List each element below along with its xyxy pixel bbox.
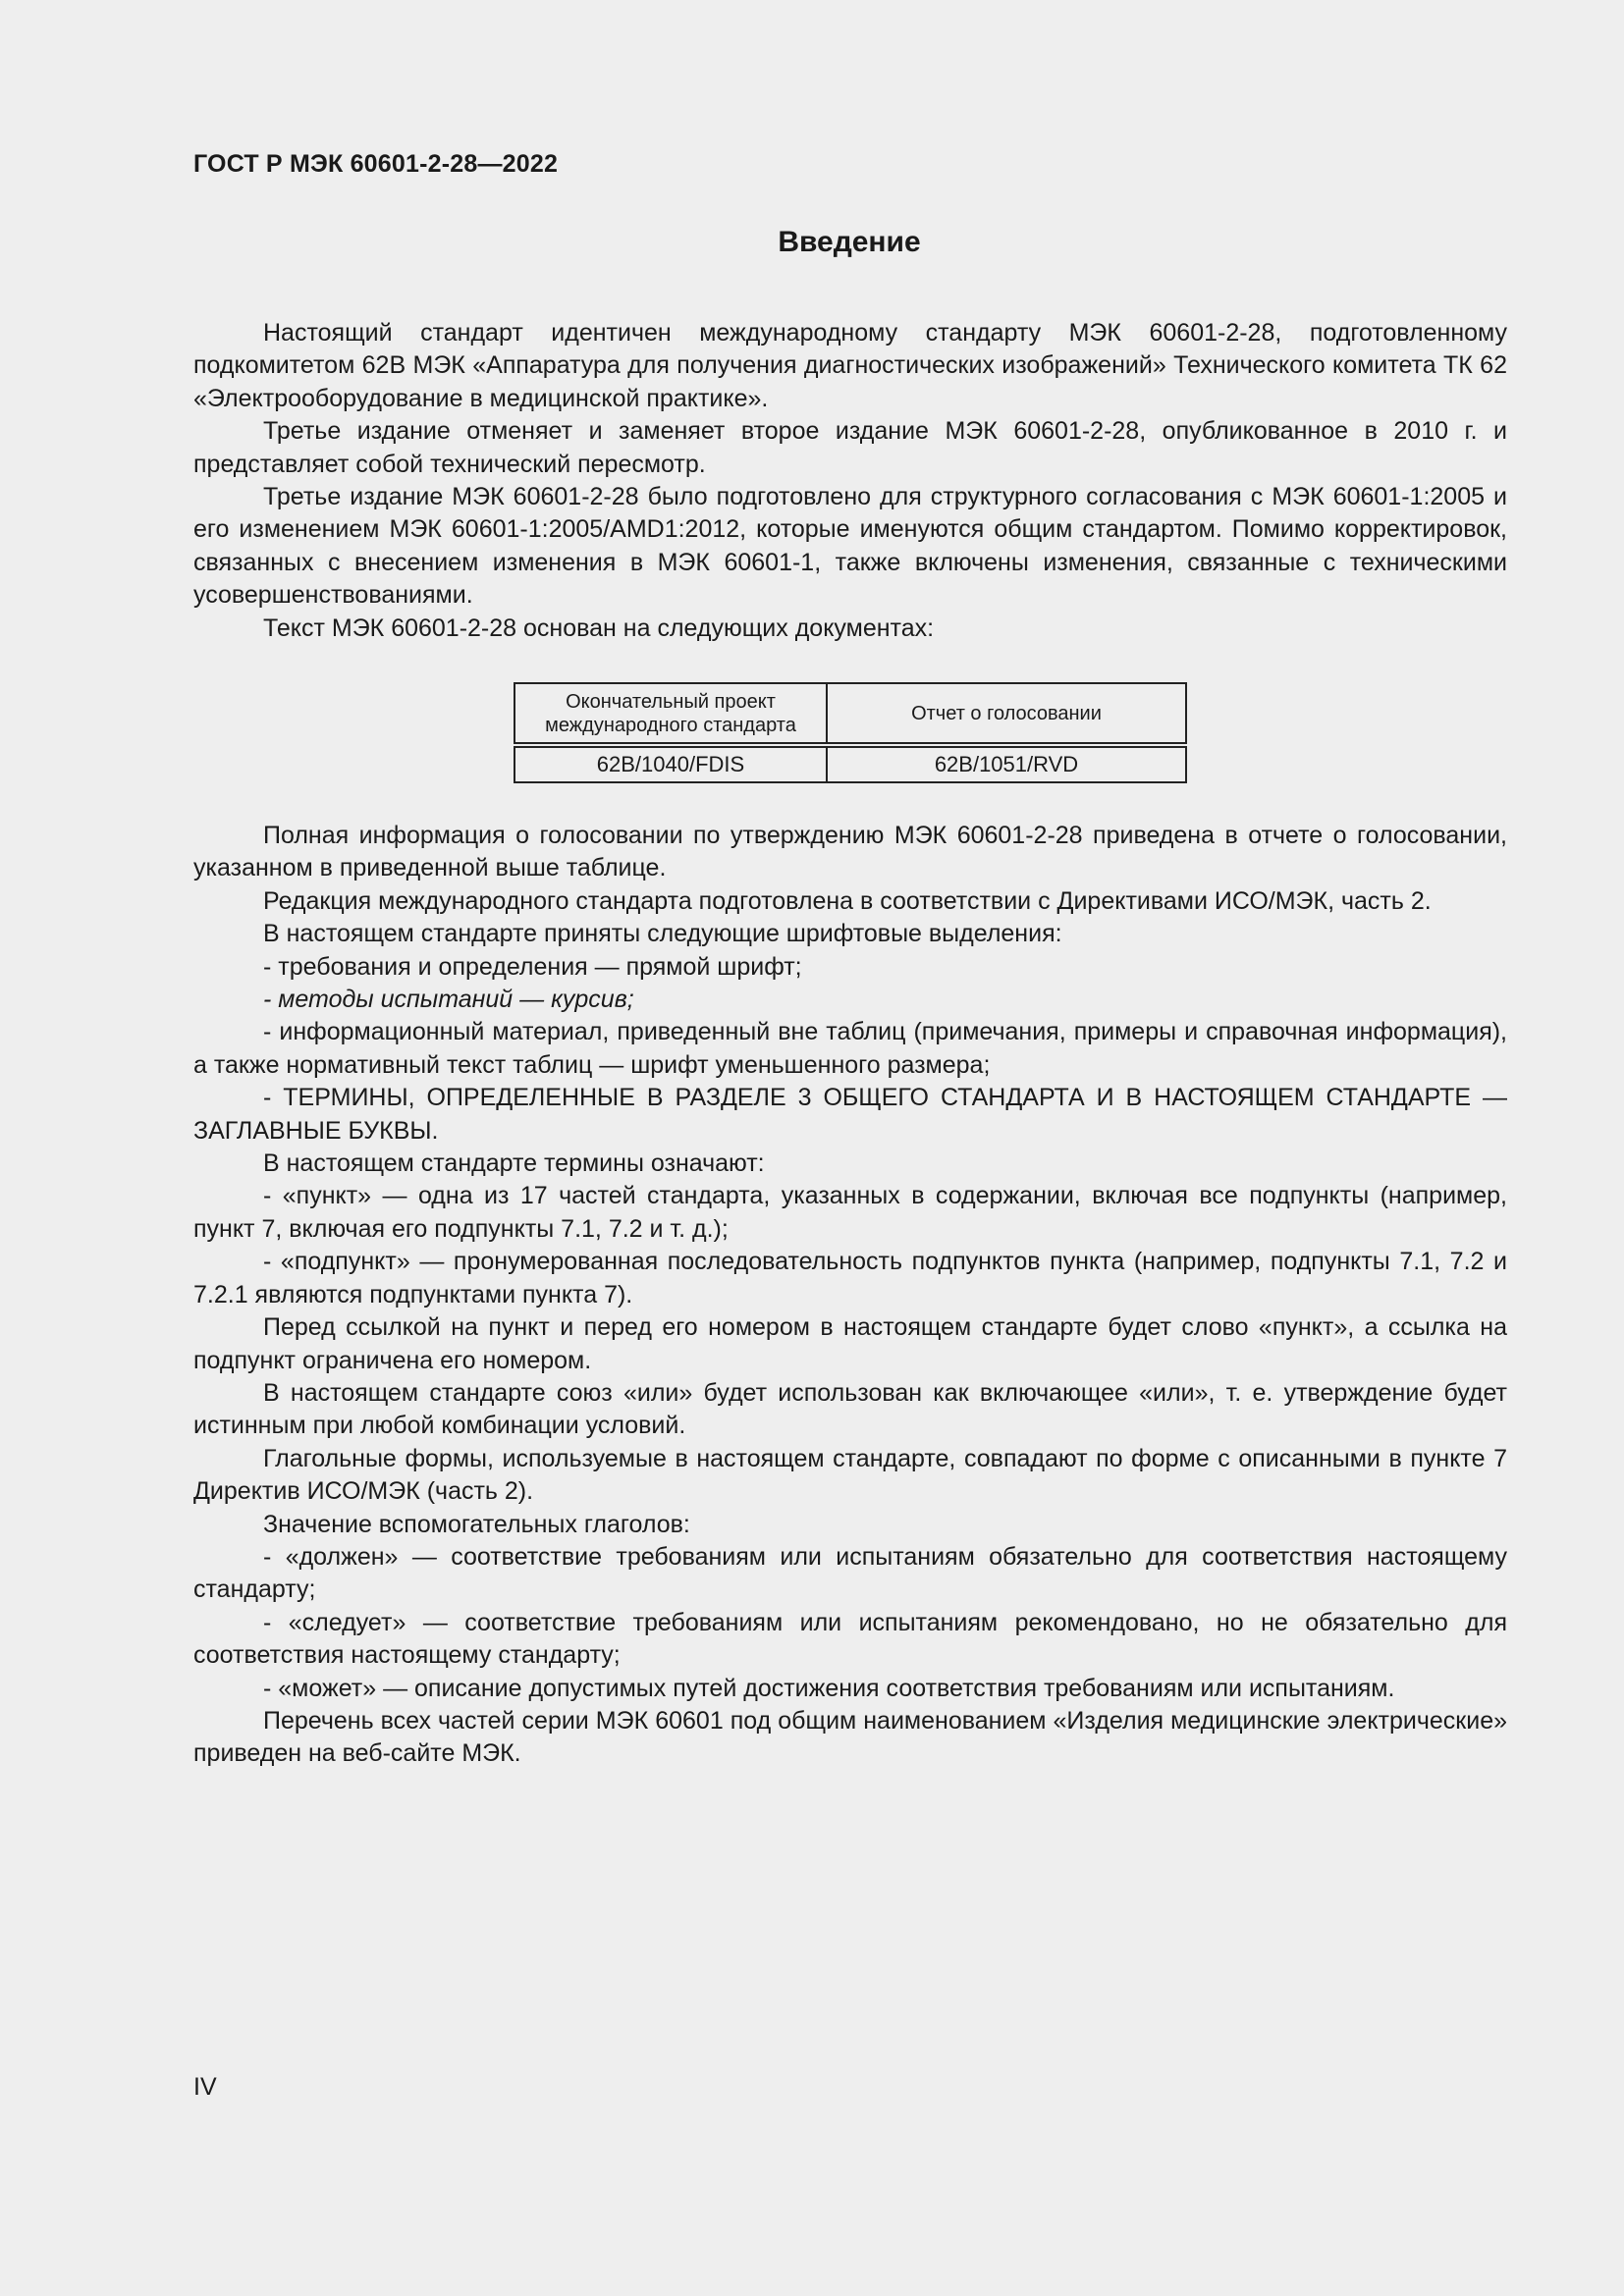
voting-documents-table <box>514 682 1187 783</box>
list-item: - «должен» — соответствие требованиям или испытаниям обязательно для соответствия настоящему стандарту; <box>193 1542 1507 1604</box>
table-header-cell: Отчет о голосовании <box>827 683 1186 745</box>
table-header-row <box>514 683 1186 745</box>
section-title: Введение <box>778 226 921 258</box>
paragraph: Значение вспомогательных глаголов: <box>263 1510 690 1538</box>
paragraph: В настоящем стандарте приняты следующие шрифтовые выделения: <box>263 920 1062 948</box>
list-item: - «может» — описание допустимых путей достижения соответствия требованиям или испытаниям. <box>263 1674 1395 1702</box>
paragraph: В настоящем стандарте союз «или» будет использован как включающее «или», т. е. утверждение будет истинным при любой комбинации условий. <box>193 1378 1507 1440</box>
list-item: - «следует» — соответствие требованиям или испытаниям рекомендовано, но не обязательно для соответствия настоящему стандарту; <box>193 1608 1507 1670</box>
intro-text-after-table <box>193 820 1507 1771</box>
paragraph: Настоящий стандарт идентичен международному стандарту МЭК 60601-2-28, подготовленному подкомитетом 62В МЭК «Аппаратура для получения диагностических изображений» Технического комитета ТК 62 «Электрооборудование в медицинской практике». <box>193 319 1507 412</box>
list-item: - «пункт» — одна из 17 частей стандарта, указанных в содержании, включая все подпункты (например, пункт 7, включая его подпункты 7.1, 7.2 и т. д.); <box>193 1182 1507 1243</box>
intro-text-before-table <box>193 317 1507 645</box>
paragraph: Третье издание отменяет и заменяет второе издание МЭК 60601-2-28, опубликованное в 2010 г. и представляет собой технический пересмотр. <box>193 417 1507 478</box>
page-number: IV <box>193 2073 217 2101</box>
list-item: - «подпункт» — пронумерованная последовательность подпунктов пункта (например, подпункты 7.1, 7.2 и 7.2.1 являются подпунктами пункта 7). <box>193 1248 1507 1308</box>
table-cell: 62B/1040/FDIS <box>514 745 827 782</box>
list-item: - информационный материал, приведенный вне таблиц (примечания, примеры и справочная информация), а также нормативный текст таблиц — шрифт уменьшенного размера; <box>193 1018 1507 1079</box>
table-header-cell: Окончательный проект международного стандарта <box>514 683 827 745</box>
paragraph: Полная информация о голосовании по утверждению МЭК 60601-2-28 приведена в отчете о голосовании, указанном в приведенной выше таблице. <box>193 822 1507 882</box>
table-row <box>514 745 1186 782</box>
paragraph: Редакция международного стандарта подготовлена в соответствии с Директивами ИСО/МЭК, часть 2. <box>263 886 1432 915</box>
table-cell: 62B/1051/RVD <box>827 745 1186 782</box>
document-header: ГОСТ Р МЭК 60601-2-28—2022 <box>193 150 559 178</box>
list-item: - ТЕРМИНЫ, ОПРЕДЕЛЕННЫЕ В РАЗДЕЛЕ 3 ОБЩЕГО СТАНДАРТА И В НАСТОЯЩЕМ СТАНДАРТЕ — ЗАГЛАВНЫЕ БУКВЫ. <box>193 1084 1507 1145</box>
paragraph: Перечень всех частей серии МЭК 60601 под общим наименованием «Изделия медицинские электрические» приведен на веб-сайте МЭК. <box>193 1706 1507 1768</box>
paragraph: В настоящем стандарте термины означают: <box>263 1149 765 1178</box>
list-item: - методы испытаний — курсив; <box>263 986 634 1014</box>
paragraph: Перед ссылкой на пункт и перед его номером в настоящем стандарте будет слово «пункт», а ссылка на подпункт ограничена его номером. <box>193 1313 1507 1374</box>
paragraph: Текст МЭК 60601-2-28 основан на следующих документах: <box>263 614 935 642</box>
paragraph: Глагольные формы, используемые в настоящем стандарте, совпадают по форме с описанными в пункте 7 Директив ИСО/МЭК (часть 2). <box>193 1444 1507 1506</box>
list-item: - требования и определения — прямой шрифт; <box>263 952 802 981</box>
paragraph: Третье издание МЭК 60601-2-28 было подготовлено для структурного согласования с МЭК 60601-1:2005 и его изменением МЭК 60601-1:2005/AMD1:2012, которые именуются общим стандартом. Помимо корректировок, связанных с внесением изменения в МЭК 60601-1, также включены изменения, связанные с техническими усовершенствованиями. <box>193 483 1507 610</box>
